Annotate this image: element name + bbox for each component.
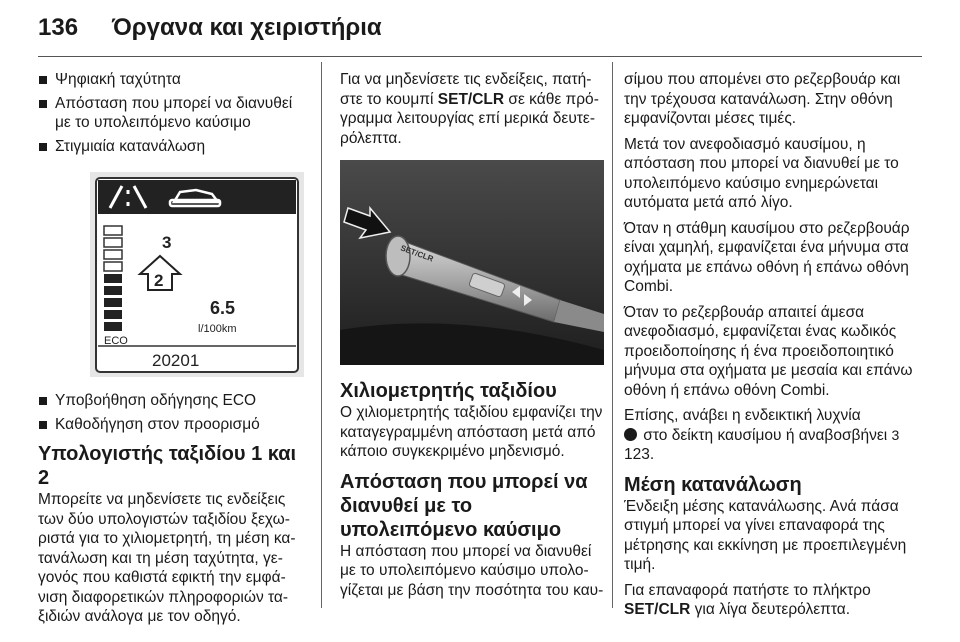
list-item: Απόσταση που μπορεί να διανυθεί με το υπολειπόμενο καύσιμο	[38, 94, 306, 133]
gear-suggested: 3	[162, 233, 172, 252]
list-item: Στιγμιαία κατανάλωση	[38, 137, 306, 157]
page-header	[0, 0, 960, 58]
instrument-display-figure	[90, 172, 304, 377]
paragraph: Μετά τον ανεφοδιασμό καυσίμου, η απόσταση που μπορεί να διανυθεί με το υπολειπόμενο καύσιμο ενημερώνεται αυτόματα μετά από λίγο.	[624, 135, 899, 211]
section-heading: Μέση κατανάλωση	[624, 473, 802, 496]
paragraph: Επίσης, ανάβει η ενδεικτική λυχνία στο δείκτη καυσίμου ή αναβοσβήνει 3 123.	[624, 407, 900, 463]
consumption-value: 6.5	[210, 298, 236, 318]
consumption-unit: l/100km	[198, 323, 237, 335]
paragraph: Όταν η στάθμη καυσίμου στο ρεζερβουάρ είναι χαμηλή, εμφανίζεται ένα μήνυμα στα οχήματα με επάνω οθόνη ή επάνω οθόνη Combi.	[624, 219, 910, 295]
list-item: Ψηφιακή ταχύτητα	[38, 70, 306, 90]
column-3	[624, 70, 924, 626]
column-divider	[612, 62, 613, 608]
paragraph: Για επαναφορά πατήστε το πλήκτρο SET/CLR για λίγα δευτερόλεπτα.	[624, 581, 871, 618]
paragraph: Ο χιλιομετρητής ταξιδίου εμφανίζει την καταγεγραμμένη απόσταση μετά από κάποιο συγκεκριμένο μηδενισμό.	[340, 404, 603, 460]
paragraph: Όταν το ρεζερβουάρ απαιτεί άμεσα ανεφοδιασμό, εμφανίζεται ένας κωδικός προειδοποίησης ή ένα προειδοποιητικό μήνυμα στα οχήματα με μεσαία και επάνω οθόνη ή επάνω οθόνη Combi.	[624, 303, 913, 399]
stalk-figure	[340, 160, 604, 365]
eco-bar-gauge	[104, 226, 122, 331]
page-reference-arrow-icon: 3	[891, 426, 900, 443]
column-divider	[321, 62, 322, 608]
column-1	[38, 70, 306, 633]
display-illustration	[90, 172, 304, 377]
page-number: 136	[38, 14, 79, 41]
section-heading: Χιλιομετρητής ταξιδίου	[340, 380, 557, 402]
section-heading: Απόσταση που μπορεί να διανυθεί με το υπολειπόμενο καύσιμο	[340, 470, 588, 541]
paragraph: Ένδειξη μέσης κατανάλωσης. Ανά πάσα στιγμή μπορεί να γίνει επαναφορά της μέτρησης και εκκίνηση με προεπιλεγμένη τιμή.	[624, 497, 907, 573]
eco-label: ECO	[104, 335, 128, 347]
gear-current: 2	[154, 271, 164, 290]
paragraph: σίμου που απομένει στο ρεζερβουάρ και την τρέχουσα κατανάλωση. Στην οθόνη εμφανίζονται μέσες τιμές.	[624, 71, 901, 127]
paragraph: Μπορείτε να μηδενίσετε τις ενδείξεις των δύο υπολογιστών ταξιδίου ξεχωριστά για το χιλιομετρητή, τη μέση κατανάλωση και τη μέση ταχύτητα, γεγονός που καθιστά εφικτή την εμφάνιση διαφορετικών πληροφοριών ταξιδιών ανάλογα με τον οδηγό.	[38, 491, 296, 625]
header-rule	[38, 56, 922, 57]
section-heading: Υπολογιστής ταξιδίου 1 και 2	[38, 443, 297, 489]
steering-stalk-illustration	[340, 160, 604, 365]
paragraph: Για να μηδενίσετε τις ενδείξεις, πατήστε το κουμπί SET/CLR σε κάθε πρόγραμμα λειτουργίας επί μερικά δευτερόλεπτα.	[340, 71, 599, 147]
list-item: Καθοδήγηση στον προορισμό	[38, 415, 306, 435]
set-clr-label: SET/CLR	[399, 243, 435, 264]
odometer: 20201	[152, 351, 200, 370]
page-title: Όργανα και χειριστήρια	[112, 14, 382, 41]
paragraph: Η απόσταση που μπορεί να διανυθεί με το υπολειπόμενο καύσιμο υπολογίζεται με βάση την ποσότητα του καυ-	[340, 542, 604, 599]
warning-lamp-icon	[624, 428, 637, 441]
list-item: Υποβοήθηση οδήγησης ECO	[38, 391, 306, 411]
column-2	[340, 70, 606, 606]
